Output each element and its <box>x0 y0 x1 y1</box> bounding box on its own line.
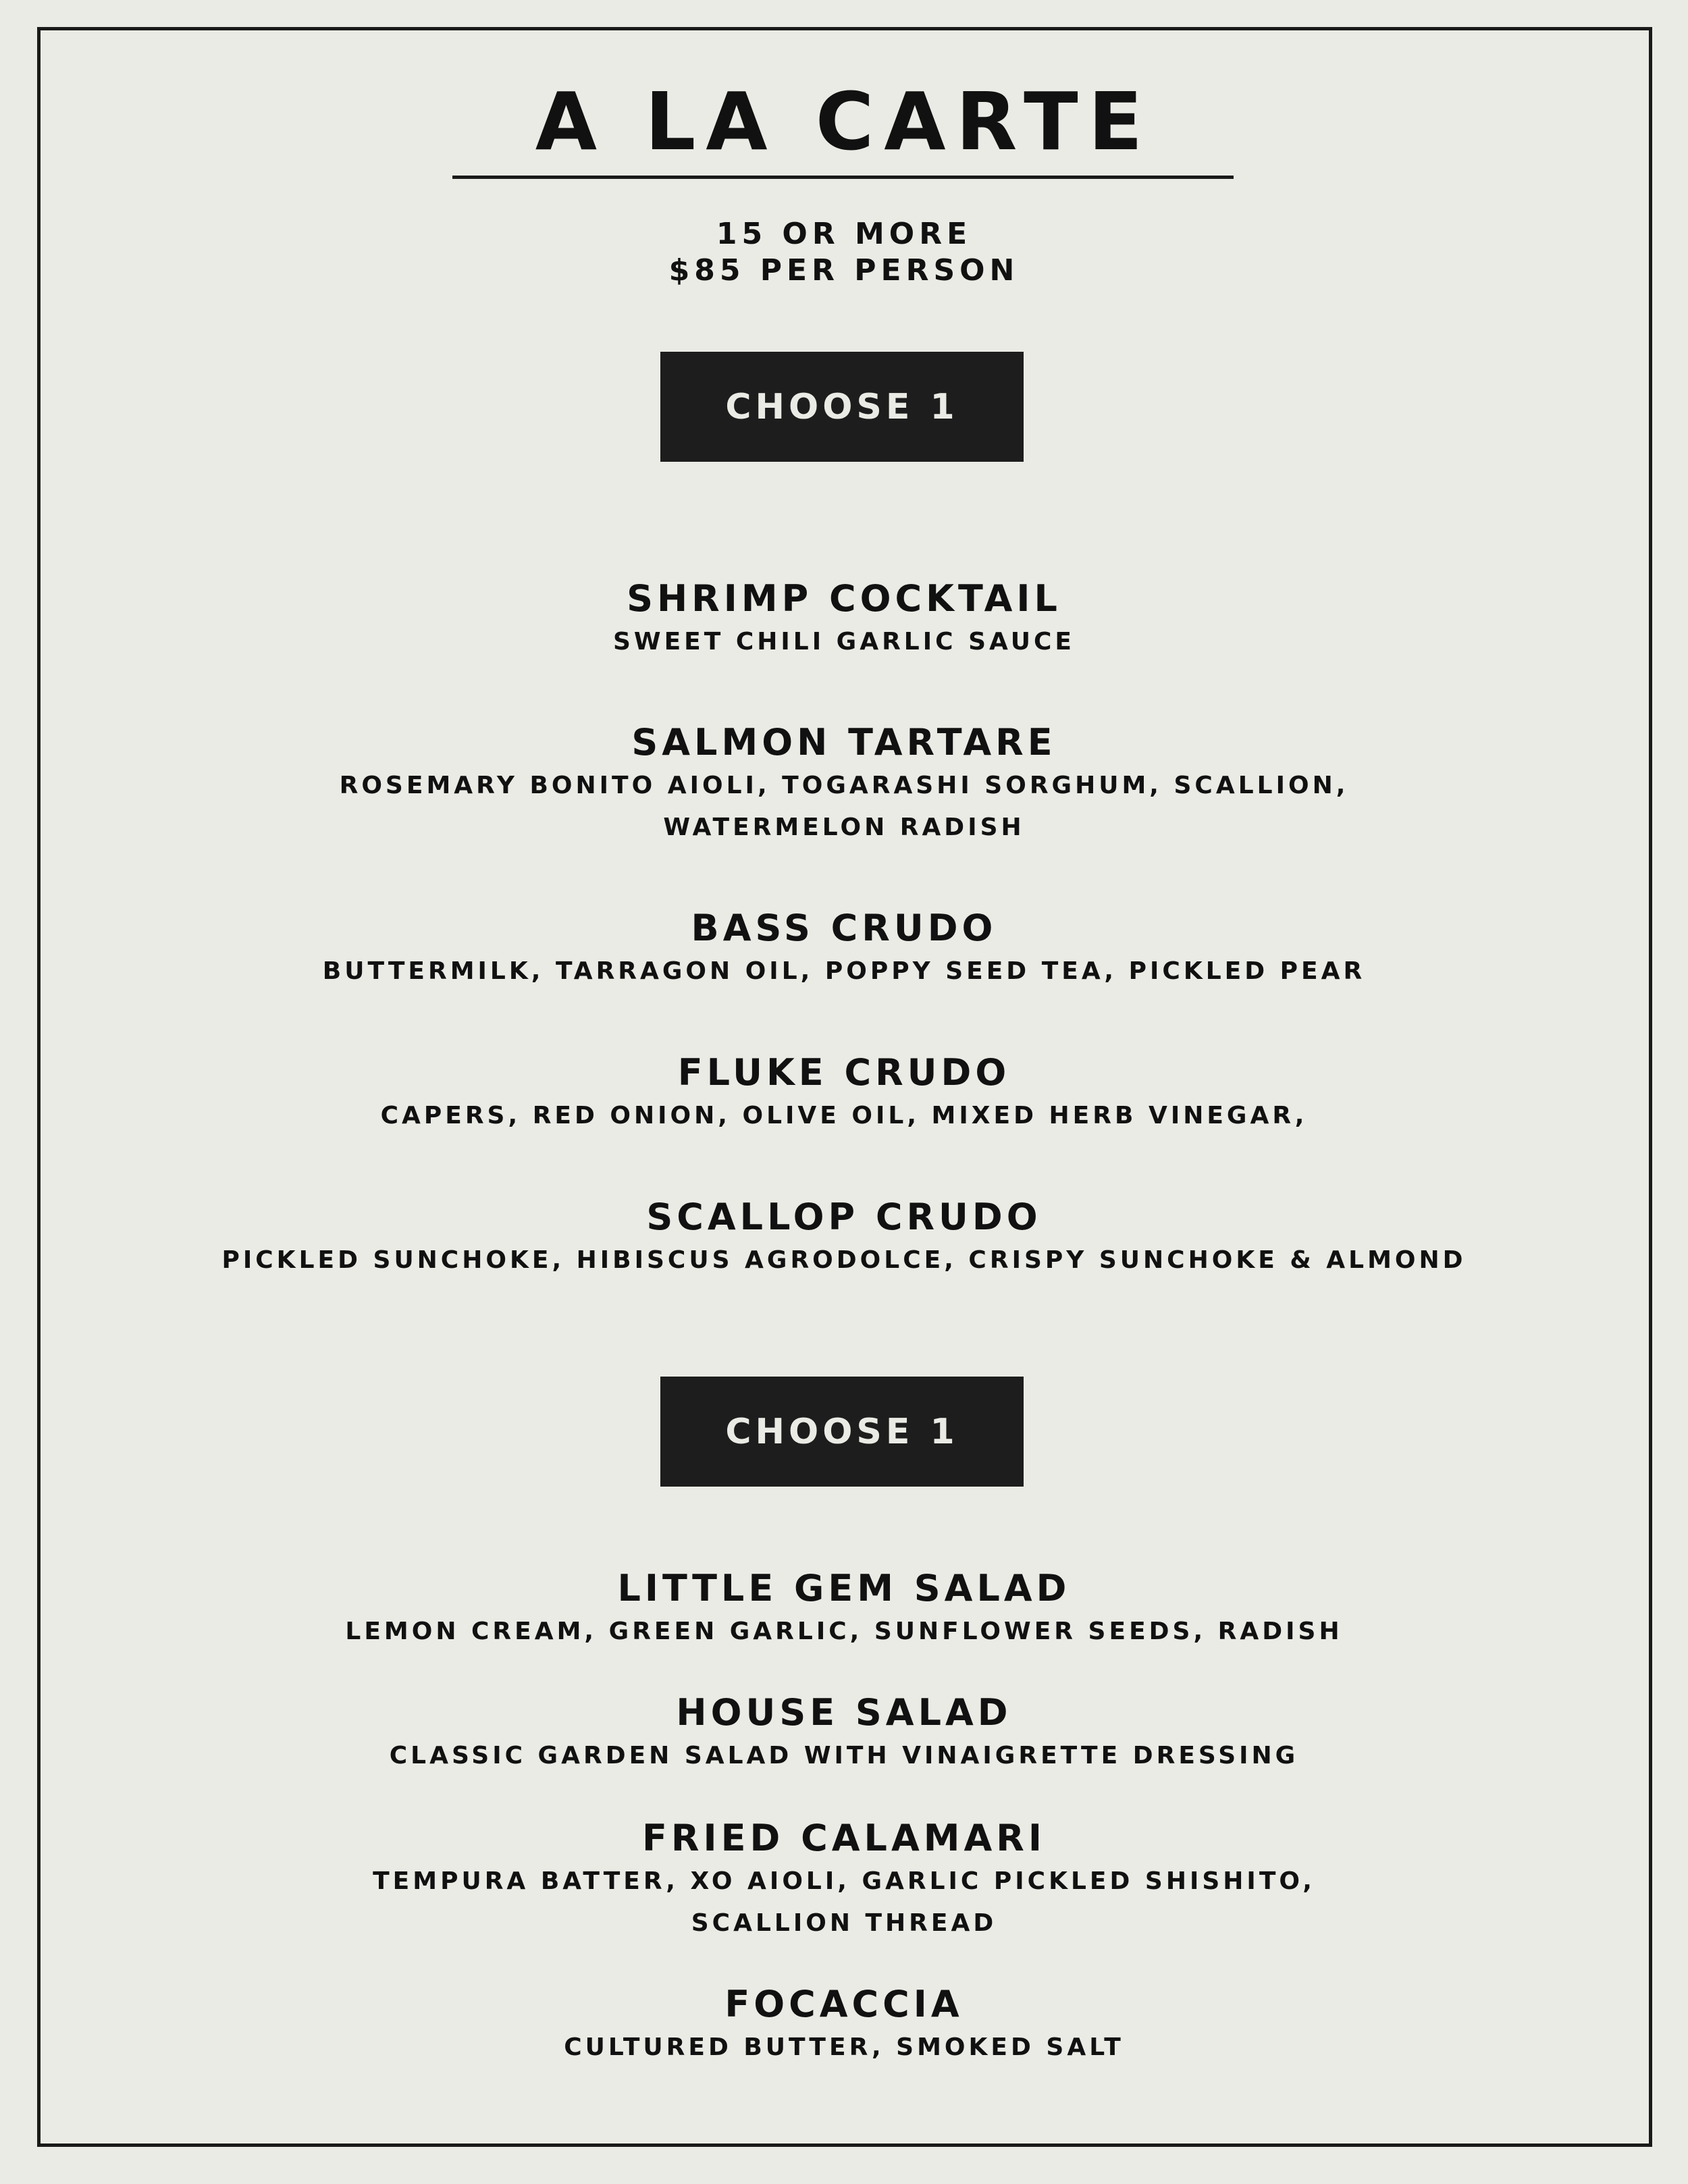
menu-item-scallop-crudo <box>0 1195 1688 1281</box>
choose-banner-second: CHOOSE 1 <box>660 1377 1024 1487</box>
title-divider <box>452 176 1234 179</box>
menu-item-shrimp-cocktail <box>0 577 1688 663</box>
menu-item-name: SHRIMP COCKTAIL <box>627 577 1061 620</box>
menu-item-description: ROSEMARY BONITO AIOLI, TOGARASHI SORGHUM, SCALLION, WATERMELON RADISH <box>339 772 1349 841</box>
menu-item-description: CULTURED BUTTER, SMOKED SALT <box>564 2033 1124 2061</box>
menu-item-house-salad <box>0 1690 1688 1777</box>
minimum-guests: 15 OR MORE <box>716 217 972 251</box>
menu-item-name: FRIED CALAMARI <box>642 1817 1046 1859</box>
menu-item-fluke-crudo <box>0 1050 1688 1137</box>
menu-item-bass-crudo <box>0 906 1688 992</box>
menu-item-description: BUTTERMILK, TARRAGON OIL, POPPY SEED TEA, PICKLED PEAR <box>322 957 1366 985</box>
page-title: A LA CARTE <box>535 75 1153 168</box>
menu-item-salmon-tartare <box>0 720 1688 849</box>
price-per-person: $85 PER PERSON <box>668 253 1020 288</box>
menu-item-description: CAPERS, RED ONION, OLIVE OIL, MIXED HERB VINEGAR, <box>380 1102 1308 1129</box>
menu-item-name: HOUSE SALAD <box>676 1691 1012 1734</box>
menu-item-name: SCALLOP CRUDO <box>646 1196 1042 1238</box>
menu-item-little-gem-salad <box>0 1566 1688 1653</box>
menu-item-fried-calamari <box>0 1816 1688 1944</box>
menu-item-name: BASS CRUDO <box>691 907 997 949</box>
menu-item-description: PICKLED SUNCHOKE, HIBISCUS AGRODOLCE, CRISPY SUNCHOKE & ALMOND <box>221 1246 1467 1274</box>
menu-item-name: LITTLE GEM SALAD <box>617 1567 1071 1609</box>
menu-item-description: TEMPURA BATTER, XO AIOLI, GARLIC PICKLED SHISHITO, SCALLION THREAD <box>373 1867 1315 1937</box>
choose-banner-first: CHOOSE 1 <box>660 352 1024 462</box>
menu-item-description: LEMON CREAM, GREEN GARLIC, SUNFLOWER SEEDS, RADISH <box>345 1618 1343 1645</box>
menu-item-description: SWEET CHILI GARLIC SAUCE <box>612 628 1076 656</box>
menu-item-description: CLASSIC GARDEN SALAD WITH VINAIGRETTE DRESSING <box>389 1742 1299 1769</box>
menu-item-name: FLUKE CRUDO <box>677 1051 1011 1094</box>
menu-item-focaccia <box>0 1982 1688 2069</box>
menu-item-name: SALMON TARTARE <box>631 721 1057 764</box>
menu-item-name: FOCACCIA <box>724 1983 964 2025</box>
